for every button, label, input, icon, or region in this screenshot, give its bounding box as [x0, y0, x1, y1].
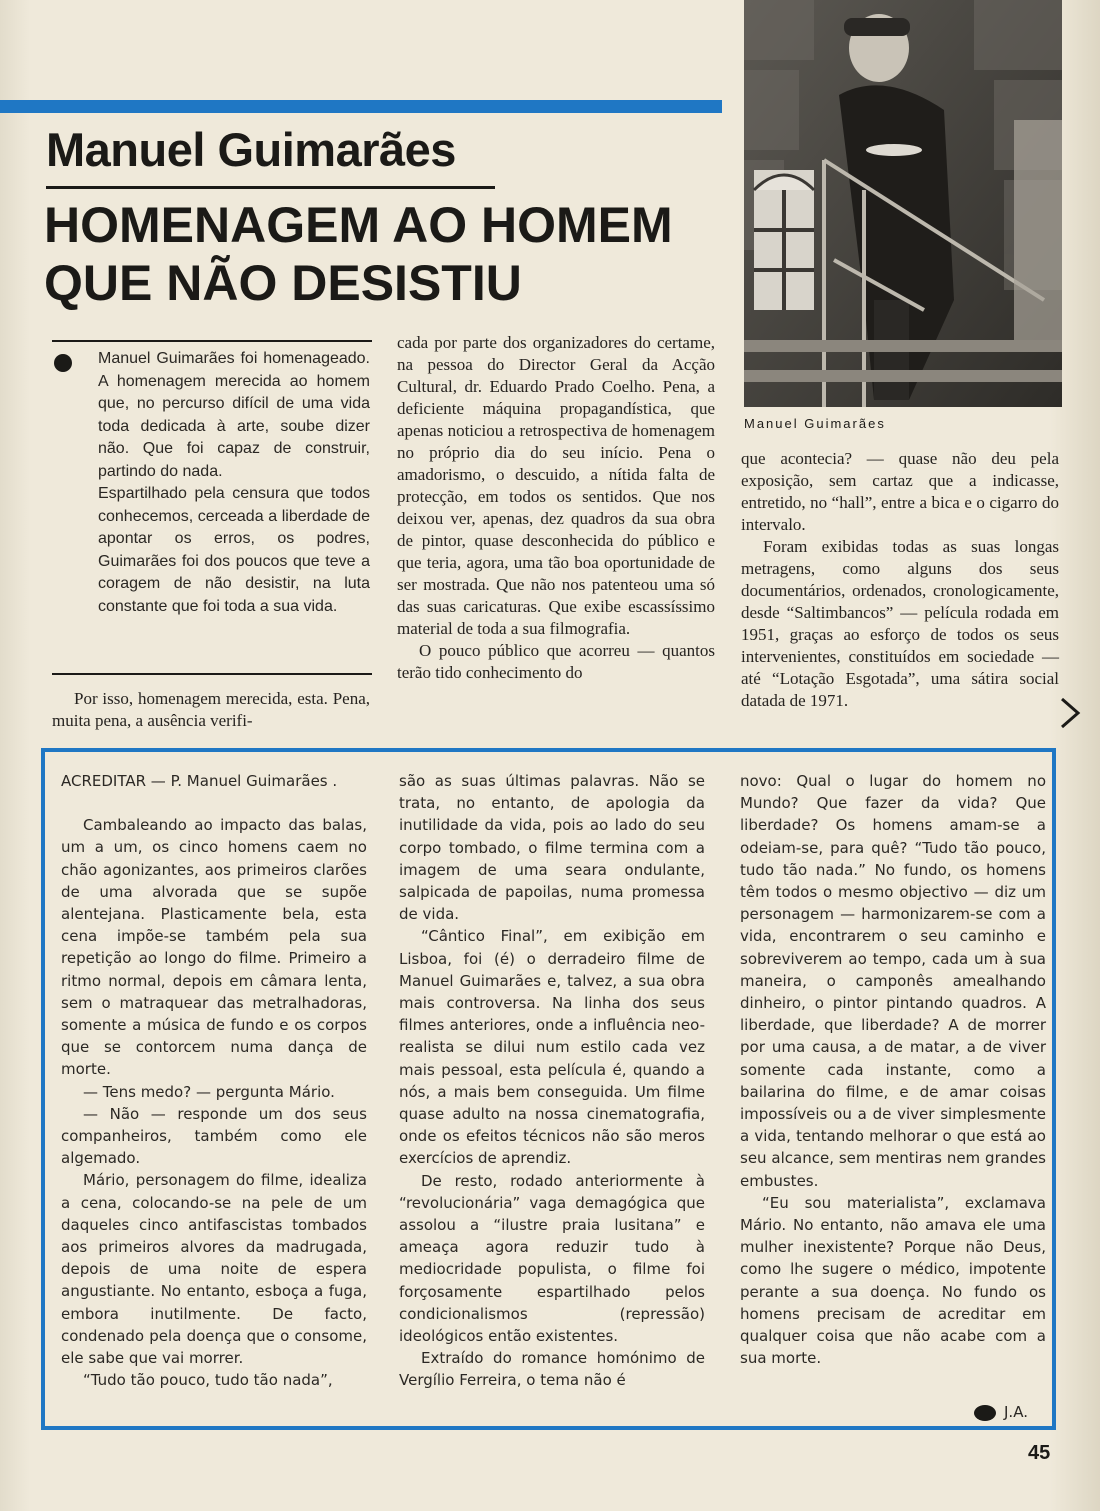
- article-column-3: [741, 448, 1059, 712]
- continue-arrow-icon: [1056, 696, 1084, 730]
- review-paragraph: “Cântico Final”, em exibição em Lisboa, foi (é) o derradeiro filme de Manuel Guimarães e, talvez, a sua obra mais controversa. Na linha dos seus filmes anteriores, onde a influência neo-realista se dilui num estilo cada vez mais pessoal, esta película é, quando a nós, a mais bem conseguida. Um filme quase adulto na nossa cinematografia, onde os efeitos técnicos não são meros exercícios de aprendiz.: [399, 927, 705, 1168]
- page-number: 45: [1028, 1442, 1051, 1464]
- photo-illustration: [744, 0, 1062, 407]
- review-paragraph: Cambaleando ao impacto das balas, um a um, os cinco homens caem no chão agonizantes, aos primeiros clarões de uma alvorada que se supõe alentejana. Plasticamente bela, esta cena impõe-se também pela sua repetição ao longo do filme. Primeiro a ritmo normal, depois em câmara lenta, sem o matraquear das metralhadoras, somente a música de fundo e os corpos que se contorcem numa dança de morte.: [61, 816, 367, 1079]
- review-heading: ACREDITAR — P. Manuel Guimarães .: [61, 772, 338, 790]
- signature: [974, 1403, 1028, 1421]
- headline-line-1: HOMENAGEM AO HOMEM: [44, 197, 673, 253]
- review-paragraph: Mário, personagem do filme, idealiza a cena, colocando-se na pele de um daqueles cinco antifascistas tombados aos primeiros alvores da madrugada, depois de uma noite de espera angustiante. No entanto, esboça a fuga, embora inutilmente. De facto, condenado pela doença que o consome, ele sabe que vai morrer.: [61, 1171, 367, 1368]
- review-paragraph: Extraído do romance homónimo de Vergílio Ferreira, o tema não é: [399, 1349, 705, 1390]
- accent-rule: [0, 100, 722, 113]
- review-paragraph: — Não — responde um dos seus companheiros, também como ele algemado.: [61, 1104, 367, 1168]
- portrait-photo: [744, 0, 1062, 407]
- lead-paragraph: Espartilhado pela censura que todos conhecemos, cerceada a liberdade de apontar os erros, os podres, Guimarães foi dos poucos que teve a coragem de não desistir, na luta constante que foi toda a sua vida.: [98, 485, 370, 615]
- review-column-3: [740, 770, 1046, 1369]
- lead-block: [52, 348, 370, 618]
- headline-line-2: QUE NÃO DESISTIU: [44, 255, 522, 311]
- review-paragraph: são as suas últimas palavras. Não se trata, no entanto, de apologia da inutilidade da vida, pois ao lado do seu corpo tombado, o filme termina com a imagem de uma seara ondulante, salpicada de papoilas, numa promessa de vida.: [399, 772, 705, 924]
- article-paragraph: Por isso, homenagem merecida, esta. Pena, muita pena, a ausência verifi-: [52, 689, 370, 730]
- photo-caption: Manuel Guimarães: [744, 416, 886, 431]
- article-paragraph: cada por parte dos organizadores do certame, na pessoa do Director Geral da Acção Cultural, dr. Eduardo Prado Coelho. Pena, a deficiente máquina propagandística, que apenas noticiou a retrospectiva de homenagem no próprio dia do seu início. Pena o amadorismo, o descuido, a nítida falta de protecção, em todos os sentidos. Que nos deixou ver, apenas, dez quadros da sua obra de pintor, quase desconhecida do público e que teria, agora, uma tão boa oportunidade de ser mostrada. Que não nos patenteou uma só das suas caricaturas. Que exibe escassíssimo material de toda a sua filmografia.: [397, 333, 715, 638]
- bullet-icon: [54, 354, 72, 372]
- review-column-2: [399, 770, 705, 1392]
- kicker-rule: [46, 186, 495, 189]
- article-column-2: [397, 332, 715, 684]
- article-column-1: [52, 688, 370, 732]
- headline: [44, 196, 734, 312]
- bullet-icon: [974, 1405, 996, 1421]
- article-paragraph: O pouco público que acorreu — quantos terão tido conhecimento do: [397, 641, 715, 682]
- lead-bottom-rule: [52, 673, 372, 675]
- kicker-name: Manuel Guimarães: [46, 123, 456, 176]
- lead-top-rule: [52, 340, 372, 342]
- review-paragraph: novo: Qual o lugar do homem no Mundo? Que fazer da vida? Que liberdade? Os homens amam-se a odeiam-se, para quê? “Tudo tão pouco, tudo tão nada.” No fundo, os homens têm todos o mesmo objectivo — diz um personagem — harmonizarem-se com a vida, encontrarem o seu caminho e sobreviverem ao tempo, cada um à sua maneira, o camponês amealhando dinheiro, o pintor pintando quadros. A liberdade, que liberdade? A de morrer por uma causa, a de matar, a de viver somente cada instante, como a bailarina do filme, e de amar coisas impossíveis ou a de viver simplesmente a vida, tentando melhorar o que está ao seu alcance, sem mentiras nem grandes embustes.: [740, 772, 1046, 1190]
- review-column-1: [61, 770, 367, 1391]
- review-paragraph: “Eu sou materialista”, exclamava Mário. No entanto, não amava ele uma mulher inexistente? Porque não Deus, como lhe sugere o médico, impotente perante a sua doença. No fundo os homens precisam de acreditar em qualquer coisa que não acabe com a sua morte.: [740, 1193, 1046, 1368]
- review-paragraph: — Tens medo? — pergunta Mário.: [83, 1082, 335, 1101]
- lead-paragraph: Manuel Guimarães foi homenageado. A homenagem merecida ao homem que, no percurso difícil de uma vida toda dedicada à arte, soube dizer não. Que foi capaz de construir, partindo do nada.: [98, 350, 370, 480]
- review-paragraph: “Tudo tão pouco, tudo tão nada”,: [83, 1371, 333, 1390]
- review-paragraph: De resto, rodado anteriormente à “revolucionária” vaga demagógica que assolou a “ilustre praia lusitana” e ameaça agora reduzir tudo à mediocridade populista, o filme foi forçosamente espartilhado pelos condicionalismos (repressão) ideológicos então existentes.: [399, 1171, 705, 1346]
- article-paragraph: que acontecia? — quase não deu pela exposição, sem cartaz que a indicasse, entretido, no “hall”, entre a bica e o cigarro do intervalo.: [741, 449, 1059, 534]
- signature-initials: J.A.: [1004, 1403, 1028, 1421]
- article-paragraph: Foram exibidas todas as suas longas metragens, como alguns dos seus documentários, ordenados, cronologicamente, desde “Saltimbancos” — película rodada em 1951, graças ao esforço de todos os seus intervenientes, constituídos em sociedade — até “Lotação Esgotada”, uma sátira social datada de 1971.: [741, 537, 1059, 710]
